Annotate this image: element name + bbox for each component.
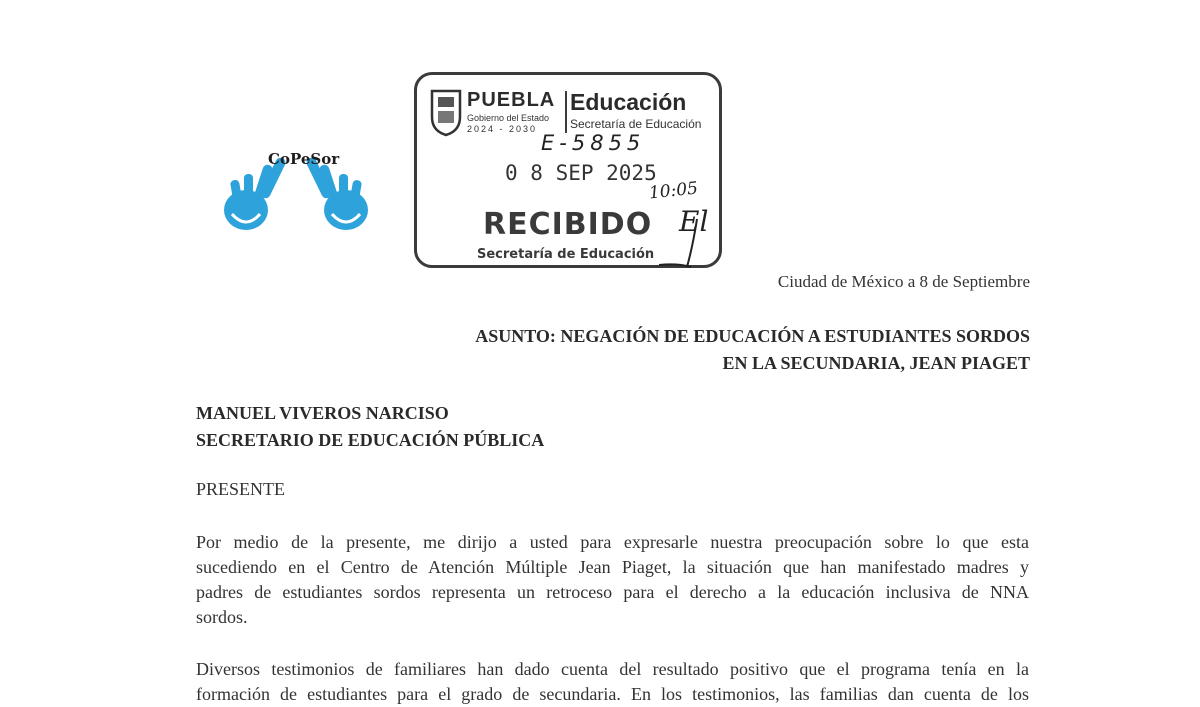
recipient-title: SECRETARIO DE EDUCACIÓN PÚBLICA: [196, 430, 545, 450]
stamp-area-subtitle: Secretaría de Educación: [570, 117, 702, 131]
subject-line-1: ASUNTO: NEGACIÓN DE EDUCACIÓN A ESTUDIANTES SORDOS: [475, 326, 1030, 346]
stamp-received: RECIBIDO: [483, 207, 653, 242]
paragraph-1-line: sordos.: [196, 607, 248, 627]
stamp-divider: [565, 91, 567, 133]
stamp-date: 0 8 SEP 2025: [505, 161, 657, 185]
paragraph-2: [196, 657, 1029, 707]
stamp-period: 2024 - 2030: [467, 124, 538, 134]
paragraph-1-line: sucediendo en el Centro de Atención Múltiple Jean Piaget, la situación que han manifestado madres y: [196, 557, 1029, 577]
signature-scribble-icon: [657, 215, 717, 271]
stamp-initials: El: [679, 205, 709, 238]
stamp-state: PUEBLA: [467, 89, 556, 111]
stamp-folio: E-5855: [541, 131, 646, 155]
subject-line-2: EN LA SECUNDARIA, JEAN PIAGET: [722, 353, 1030, 373]
stamp-government: Gobierno del Estado: [467, 113, 550, 123]
recipient-block: [196, 400, 544, 454]
salutation: PRESENTE: [196, 479, 286, 499]
stamp-area: Educación: [570, 89, 687, 115]
paragraph-1-line: padres de estudiantes sordos representa un retroceso para el derecho a la educación inclusiva de NNA: [196, 582, 1029, 602]
place-and-date: Ciudad de México a 8 de Septiembre: [777, 272, 1030, 291]
recipient-name: MANUEL VIVEROS NARCISO: [196, 403, 449, 423]
reception-stamp: [414, 72, 722, 268]
stamp-time: 10:05: [648, 178, 699, 204]
coat-of-arms-icon: [429, 87, 463, 137]
logo-text: CoPeSor: [268, 150, 340, 168]
paragraph-1: [196, 530, 1029, 630]
copesor-logo: [220, 150, 372, 240]
stamp-received-subtitle: Secretaría de Educación: [477, 247, 655, 262]
paragraph-1-line: Por medio de la presente, me dirijo a usted para expresarle nuestra preocupación sobre lo que esta: [196, 532, 1029, 552]
paragraph-2-line: formación de estudiantes para el grado de secundaria. En los testimonios, las familias dan cuenta de los: [196, 684, 1029, 704]
paragraph-2-line: Diversos testimonios de familiares han dado cuenta del resultado positivo que el programa tenía en la: [196, 659, 1029, 679]
subject-block: [475, 323, 1030, 377]
